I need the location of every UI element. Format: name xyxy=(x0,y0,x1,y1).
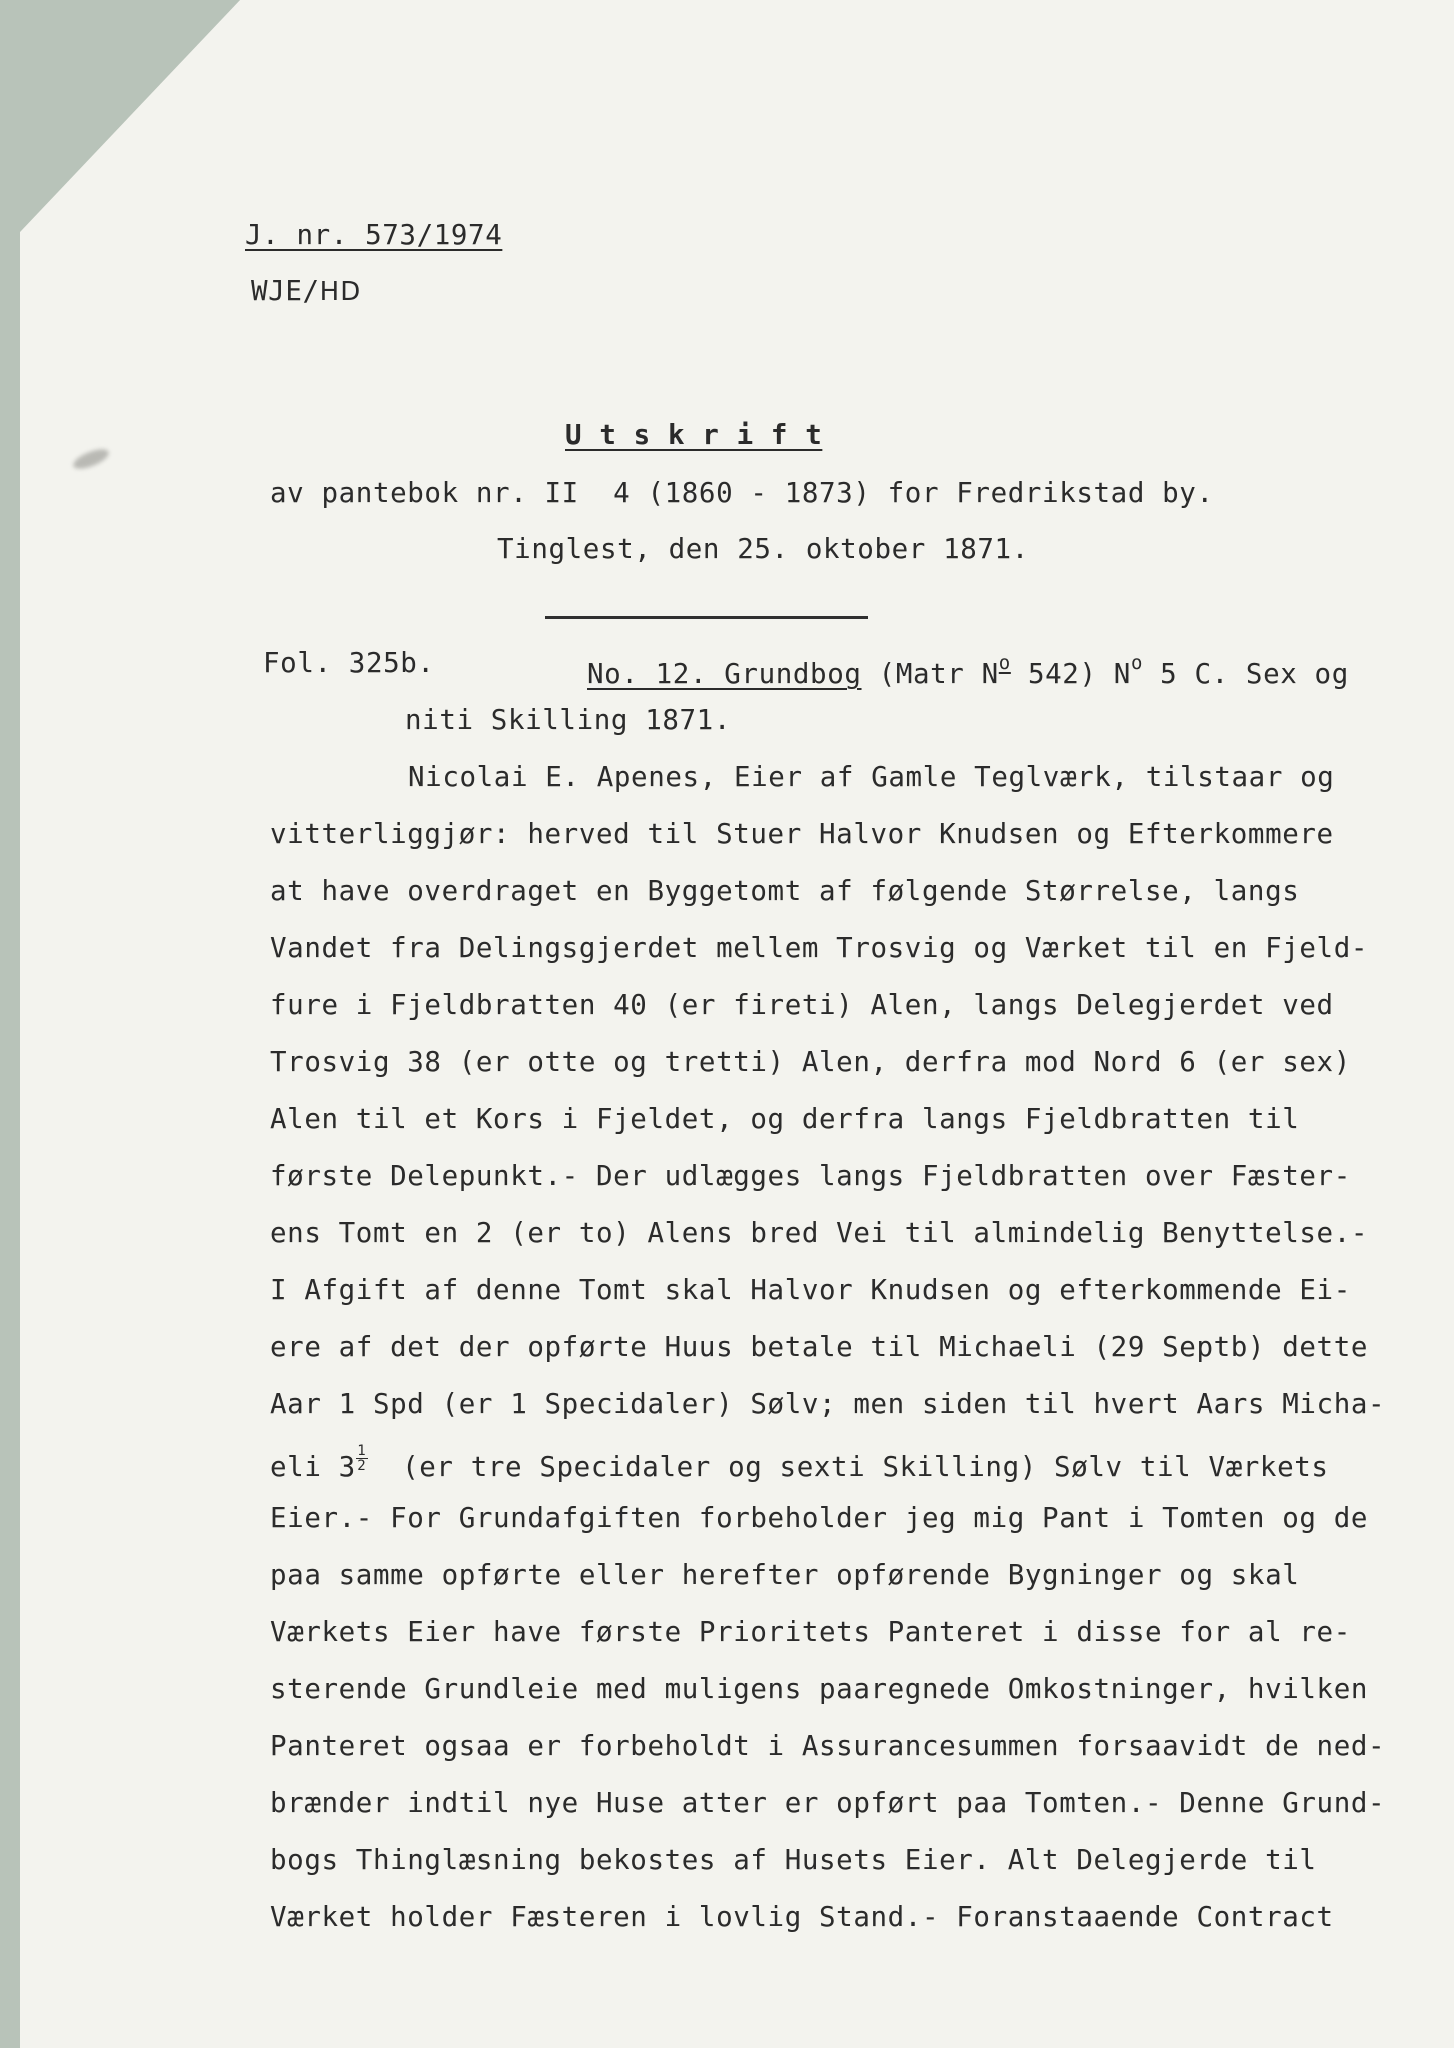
document-heading: U t s k r i f t xyxy=(565,419,823,451)
document-subtitle-2: Tinglest, den 25. oktober 1871. xyxy=(497,533,1029,565)
body-line: Aar 1 Spd (er 1 Specidaler) Sølv; men siden til hvert Aars Micha- xyxy=(270,1388,1386,1420)
body-line: ens Tomt en 2 (er to) Alens bred Vei til almindelig Benyttelse.- xyxy=(270,1217,1369,1249)
fraction-numerator: 1 xyxy=(357,1443,367,1459)
body-line: fure i Fjeldbratten 40 (er fireti) Alen, langs Delegjerdet ved xyxy=(270,989,1334,1021)
body-line: Nicolai E. Apenes, Eier af Gamle Teglværk, tilstaar og xyxy=(408,761,1335,793)
body-line: paa samme opførte eller herefter opførende Bygninger og skal xyxy=(270,1559,1300,1591)
journal-number: J. nr. 573/1974 xyxy=(245,219,503,251)
body-line-fraction xyxy=(270,1444,1329,1484)
fraction-line-before: eli 3 xyxy=(270,1451,356,1483)
initials-handwritten: HD xyxy=(319,277,362,307)
body-line: I Afgift af denne Tomt skal Halvor Knudsen og efterkommende Ei- xyxy=(270,1274,1351,1306)
ink-smudge xyxy=(71,445,111,472)
body-line: Værket holder Fæsteren i lovlig Stand.- Foranstaaende Contract xyxy=(270,1901,1334,1933)
fraction-line-after: (er tre Specidaler og sexti Skilling) Sølv til Værkets xyxy=(367,1451,1329,1483)
matr-open: (Matr N xyxy=(861,658,999,690)
entry-second-line: niti Skilling 1871. xyxy=(405,704,731,736)
body-line: Trosvig 38 (er otte og tretti) Alen, derfra mod Nord 6 (er sex) xyxy=(270,1046,1351,1078)
matr-close: 542) N xyxy=(1010,658,1131,690)
matr-superscript: o xyxy=(998,652,1011,674)
entry-heading xyxy=(587,646,1349,691)
body-line: vitterliggjør: herved til Stuer Halvor Knudsen og Efterkommere xyxy=(270,818,1334,850)
body-line: Vandet fra Delingsgjerdet mellem Trosvig og Værket til en Fjeld- xyxy=(270,932,1369,964)
body-line: ere af det der opførte Huus betale til Michaeli (29 Septb) dette xyxy=(270,1331,1369,1363)
separator-rule xyxy=(545,616,868,619)
one-half-fraction xyxy=(356,1444,368,1473)
body-line: brænder indtil nye Huse atter er opført paa Tomten.- Denne Grund- xyxy=(270,1787,1386,1819)
body-line: Alen til et Kors i Fjeldet, og derfra langs Fjeldbratten til xyxy=(270,1103,1300,1135)
body-line: Panteret ogsaa er forbeholdt i Assurancesummen forsaavidt de ned- xyxy=(270,1730,1386,1762)
number-superscript: o xyxy=(1130,652,1143,674)
body-line: Værkets Eier have første Prioritets Panteret i disse for al re- xyxy=(270,1616,1351,1648)
initials xyxy=(251,274,361,309)
entry-number: No. 12. Grundbog xyxy=(587,658,862,690)
body-line: at have overdraget en Byggetomt af følgende Størrelse, langs xyxy=(270,875,1300,907)
folio-reference: Fol. 325b. xyxy=(263,647,435,679)
document-subtitle-1: av pantebok nr. II 4 (1860 - 1873) for Fredrikstad by. xyxy=(270,477,1214,509)
fraction-denominator: 2 xyxy=(357,1458,367,1474)
body-line: første Delepunkt.- Der udlægges langs Fjeldbratten over Fæster- xyxy=(270,1160,1351,1192)
entry-rest: 5 C. Sex og xyxy=(1142,658,1349,690)
body-line: bogs Thinglæsning bekostes af Husets Eier. Alt Delegjerde til xyxy=(270,1844,1317,1876)
body-line: sterende Grundleie med muligens paaregnede Omkostninger, hvilken xyxy=(270,1673,1369,1705)
initials-typed: WJE/ xyxy=(251,275,320,307)
body-line: Eier.- For Grundafgiften forbeholder jeg mig Pant i Tomten og de xyxy=(270,1502,1369,1534)
